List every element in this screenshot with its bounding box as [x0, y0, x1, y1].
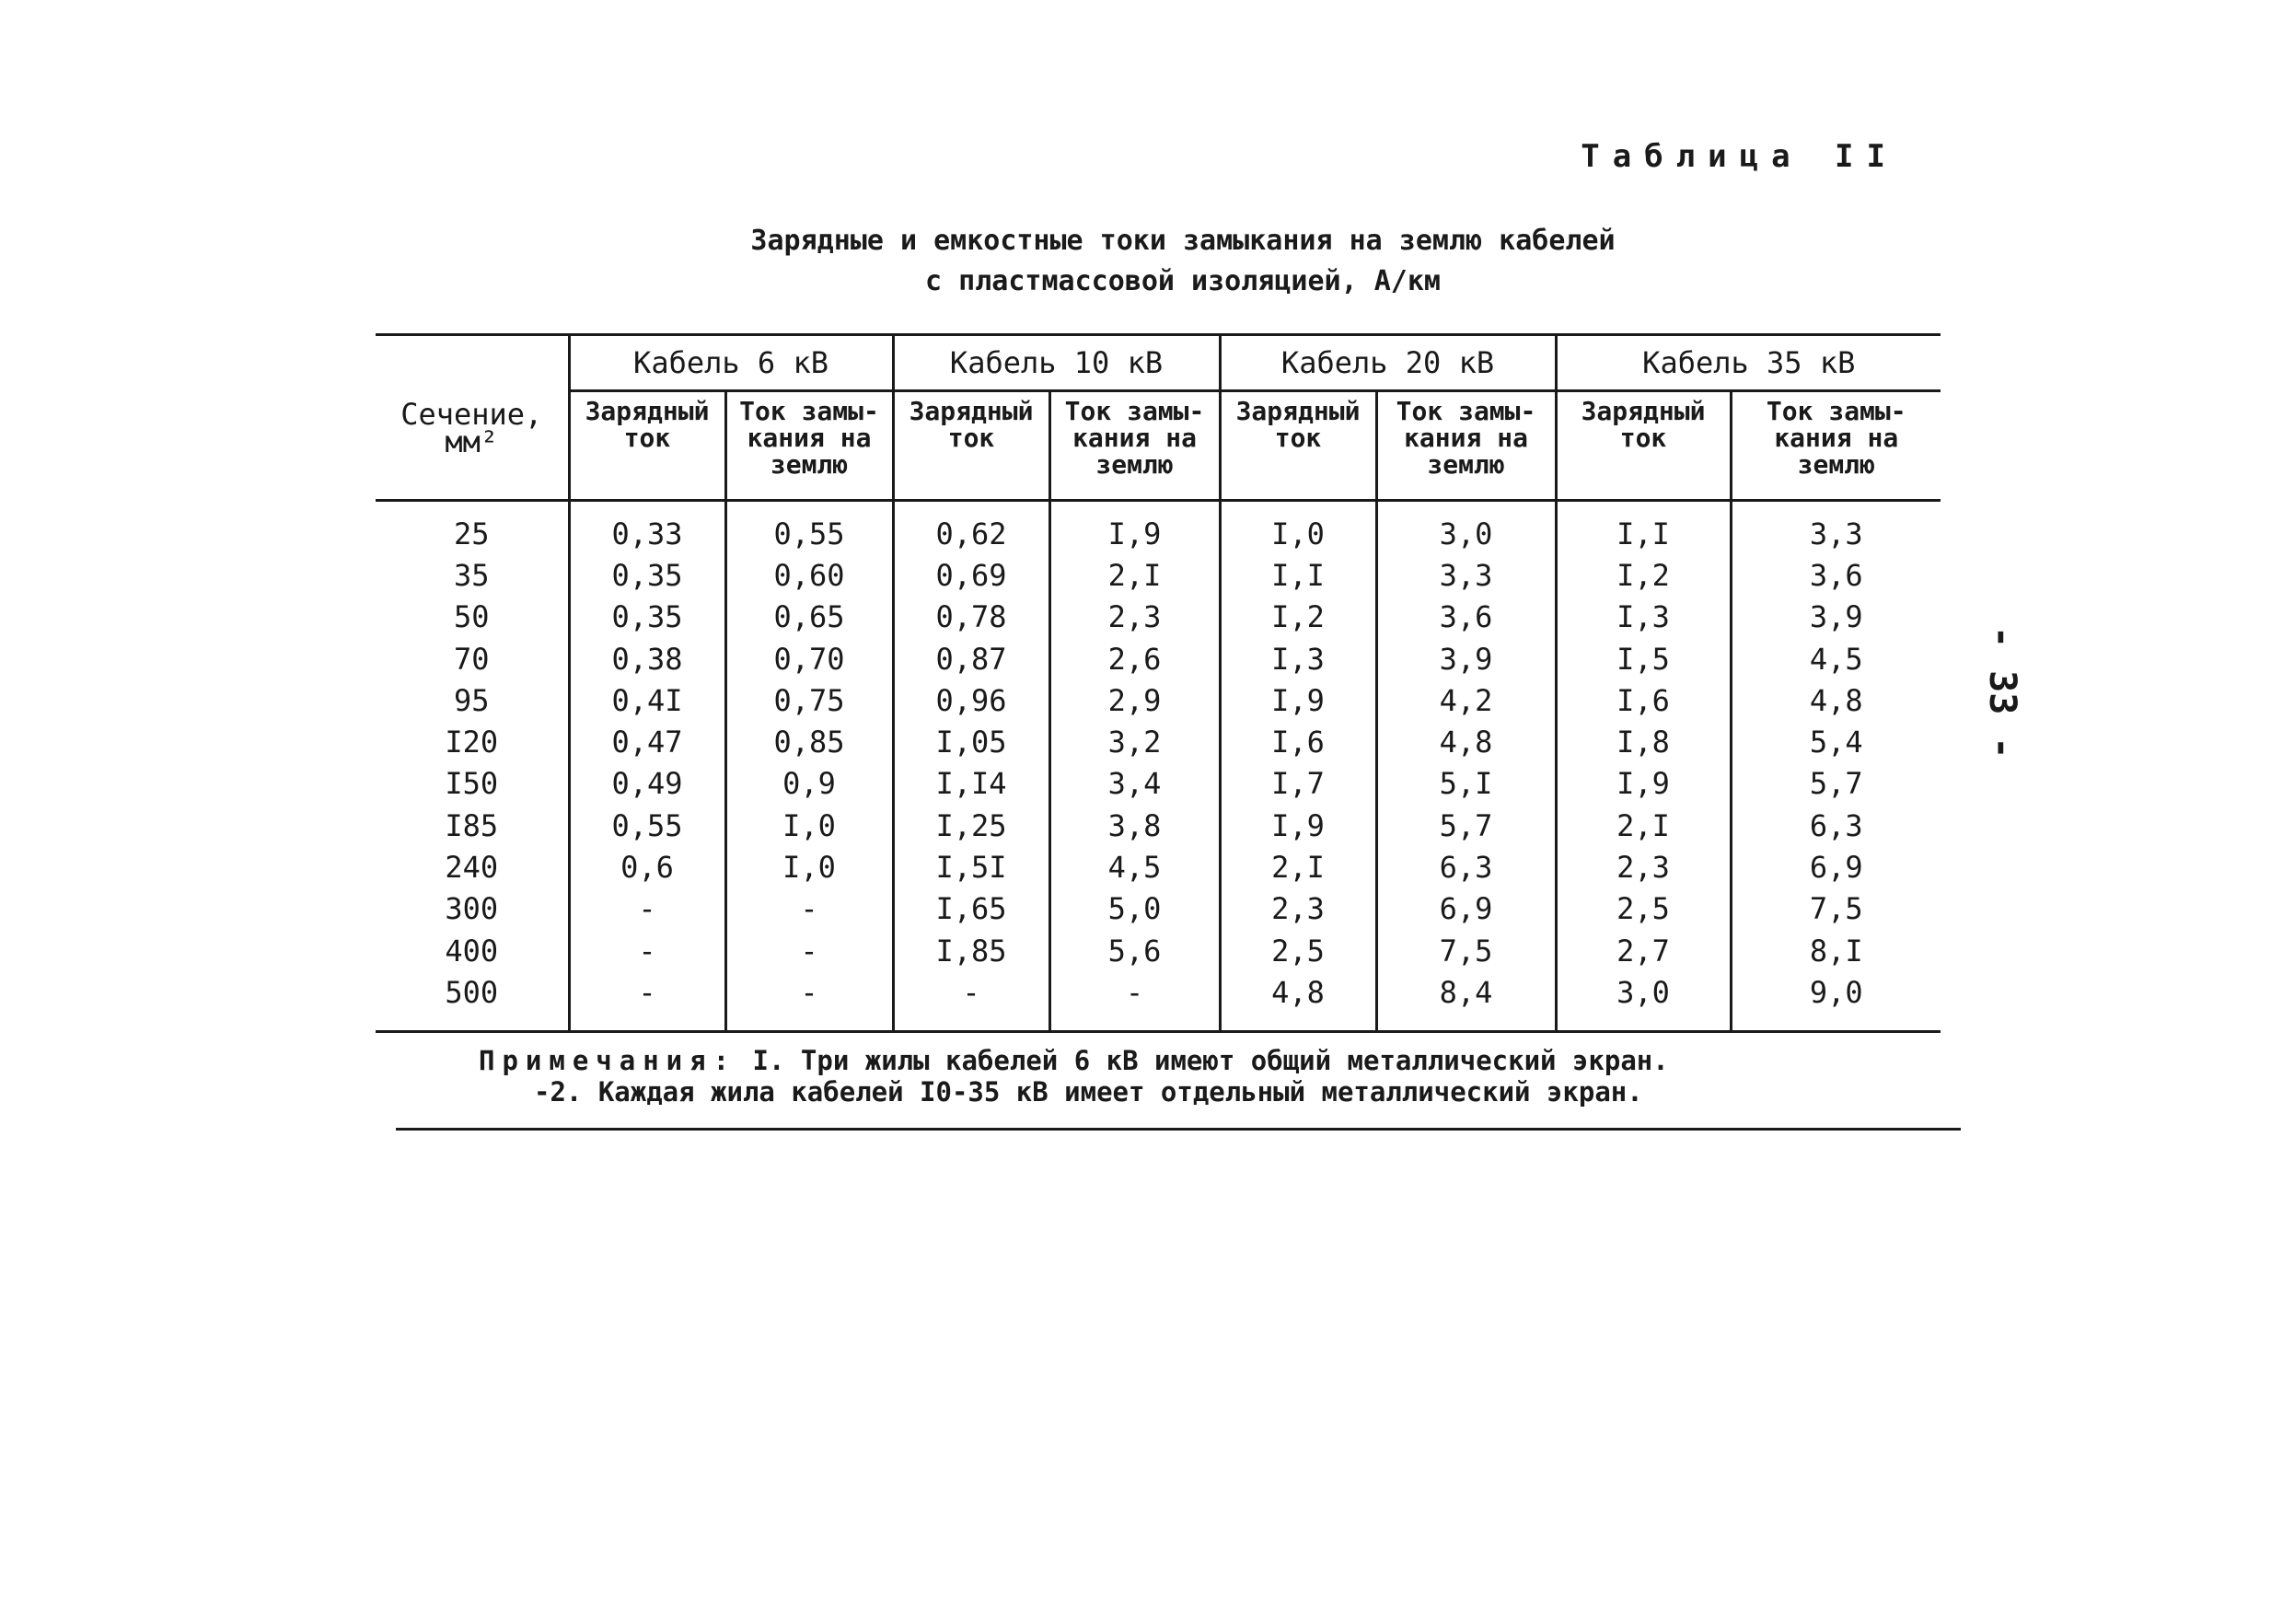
- value-cell: -: [569, 971, 725, 1031]
- value-cell: 3,9: [1731, 597, 1941, 638]
- header-text: Ток замы-: [739, 396, 879, 426]
- table-row: [376, 501, 1941, 555]
- fault-current-header: [1049, 391, 1220, 501]
- value-cell: 7,5: [1376, 930, 1556, 971]
- value-cell: 3,2: [1049, 721, 1220, 762]
- value-cell: I,9: [1220, 805, 1376, 846]
- value-cell: 5,0: [1049, 888, 1220, 930]
- charge-current-header: [1220, 391, 1376, 501]
- header-text: Зарядный: [1235, 396, 1361, 426]
- header-text: Ток замы-: [1064, 396, 1205, 426]
- section-cell: 95: [453, 682, 490, 718]
- value-cell: -: [725, 930, 893, 971]
- table-row: [376, 554, 1941, 596]
- value-cell: 3,6: [1731, 554, 1941, 596]
- section-cell: 50: [453, 599, 490, 635]
- header-text: Зарядный: [1581, 396, 1706, 426]
- header-text: землю: [1797, 449, 1875, 480]
- value-cell: I,65: [893, 888, 1049, 930]
- value-cell: 0,35: [569, 554, 725, 596]
- section-cell: I20: [445, 725, 499, 760]
- charge-current-header: [1556, 391, 1731, 501]
- value-cell: 3,0: [1376, 501, 1556, 555]
- header-text: кания на: [1774, 423, 1899, 453]
- value-cell: 2,5: [1556, 888, 1731, 930]
- header-text: ток: [623, 423, 671, 453]
- value-cell: 0,60: [725, 554, 893, 596]
- notes-lead: Примечания:: [479, 1045, 737, 1076]
- table-row: [376, 846, 1941, 887]
- fault-current-header: [1376, 391, 1556, 501]
- title-line-1: Зарядные и емкостные токи замыкания на землю кабелей: [750, 225, 1616, 257]
- value-cell: I,2: [1220, 597, 1376, 638]
- value-cell: I,0: [1220, 501, 1376, 555]
- value-cell: I,2: [1556, 554, 1731, 596]
- value-cell: I,5I: [893, 846, 1049, 887]
- header-text: Ток замы-: [1396, 396, 1536, 426]
- value-cell: 0,33: [569, 501, 725, 555]
- value-cell: I,3: [1220, 638, 1376, 679]
- header-text: ток: [947, 423, 995, 453]
- value-cell: 8,4: [1376, 971, 1556, 1031]
- header-text: кания на: [747, 423, 872, 453]
- value-cell: 4,5: [1731, 638, 1941, 679]
- value-cell: 0,47: [569, 721, 725, 762]
- note-line-1: [479, 1045, 1669, 1076]
- value-cell: 3,4: [1049, 763, 1220, 805]
- value-cell: 0,96: [893, 679, 1049, 721]
- value-cell: 4,5: [1049, 846, 1220, 887]
- page-number: - 33 -: [1981, 626, 2023, 760]
- value-cell: I,85: [893, 930, 1049, 971]
- fault-current-header: [1731, 391, 1941, 501]
- value-cell: -: [725, 888, 893, 930]
- value-cell: 0,55: [725, 501, 893, 555]
- value-cell: 0,78: [893, 597, 1049, 638]
- value-cell: 2,7: [1556, 930, 1731, 971]
- table-title: [0, 221, 2294, 302]
- value-cell: 2,I: [1049, 554, 1220, 596]
- value-cell: -: [1049, 971, 1220, 1031]
- table-row: [376, 805, 1941, 846]
- value-cell: 2,3: [1220, 888, 1376, 930]
- section-unit: мм²: [445, 423, 499, 459]
- value-cell: I,7: [1220, 763, 1376, 805]
- title-line-2: с пластмассовой изоляцией, А/км: [925, 265, 1441, 297]
- value-cell: 3,0: [1556, 971, 1731, 1031]
- charge-current-header: [569, 391, 725, 501]
- value-cell: 5,4: [1731, 721, 1941, 762]
- value-cell: I,05: [893, 721, 1049, 762]
- group-header-10kv: Кабель 10 кВ: [893, 335, 1220, 391]
- group-header-20kv: Кабель 20 кВ: [1220, 335, 1556, 391]
- header-text: кания на: [1072, 423, 1197, 453]
- value-cell: 4,2: [1376, 679, 1556, 721]
- bottom-rule: [396, 1128, 1961, 1131]
- section-cell: 400: [445, 933, 499, 969]
- table-row: [376, 763, 1941, 805]
- section-cell: 35: [453, 557, 490, 593]
- value-cell: 3,3: [1376, 554, 1556, 596]
- value-cell: I,0: [725, 846, 893, 887]
- section-cell: I85: [445, 807, 499, 843]
- value-cell: I,25: [893, 805, 1049, 846]
- value-cell: I,I: [1556, 501, 1731, 555]
- value-cell: 3,9: [1376, 638, 1556, 679]
- value-cell: I,I4: [893, 763, 1049, 805]
- note-1: I. Три жилы кабелей 6 кВ имеют общий металлический экран.: [752, 1045, 1669, 1076]
- section-cell: 25: [453, 516, 490, 551]
- table-label: Таблица II: [1581, 138, 1898, 175]
- group-header-35kv: Кабель 35 кВ: [1556, 335, 1941, 391]
- notes: [479, 1045, 1669, 1108]
- value-cell: 0,70: [725, 638, 893, 679]
- table-row: [376, 930, 1941, 971]
- value-cell: 6,9: [1376, 888, 1556, 930]
- section-cell: 70: [453, 641, 490, 677]
- value-cell: 0,4I: [569, 679, 725, 721]
- group-header-6kv: Кабель 6 кВ: [569, 335, 893, 391]
- value-cell: -: [569, 888, 725, 930]
- value-cell: 0,87: [893, 638, 1049, 679]
- value-cell: 0,35: [569, 597, 725, 638]
- value-cell: 8,I: [1731, 930, 1941, 971]
- section-header: [376, 335, 569, 501]
- table-row: [376, 721, 1941, 762]
- value-cell: 4,8: [1731, 679, 1941, 721]
- value-cell: 2,5: [1220, 930, 1376, 971]
- table-row: [376, 597, 1941, 638]
- value-cell: -: [725, 971, 893, 1031]
- header-text: Ток замы-: [1766, 396, 1906, 426]
- table-row: [376, 888, 1941, 930]
- section-cell: 240: [445, 850, 499, 886]
- value-cell: 0,49: [569, 763, 725, 805]
- value-cell: I,8: [1556, 721, 1731, 762]
- value-cell: 7,5: [1731, 888, 1941, 930]
- value-cell: 0,75: [725, 679, 893, 721]
- value-cell: 3,8: [1049, 805, 1220, 846]
- value-cell: I,6: [1220, 721, 1376, 762]
- value-cell: 9,0: [1731, 971, 1941, 1031]
- header-text: ток: [1619, 423, 1667, 453]
- section-label: Сечение,: [400, 396, 543, 432]
- charge-current-header: [893, 391, 1049, 501]
- table-body: [376, 501, 1941, 1032]
- value-cell: 4,8: [1376, 721, 1556, 762]
- header-text: землю: [1095, 449, 1174, 480]
- value-cell: 0,38: [569, 638, 725, 679]
- value-cell: 5,7: [1731, 763, 1941, 805]
- value-cell: I,3: [1556, 597, 1731, 638]
- note-line-2: -2. Каждая жила кабелей I0-35 кВ имеет отдельный металлический экран.: [534, 1076, 1643, 1108]
- value-cell: 0,69: [893, 554, 1049, 596]
- value-cell: 3,6: [1376, 597, 1556, 638]
- value-cell: I,5: [1556, 638, 1731, 679]
- value-cell: 4,8: [1220, 971, 1376, 1031]
- value-cell: 2,I: [1220, 846, 1376, 887]
- value-cell: 0,85: [725, 721, 893, 762]
- header-text: ток: [1274, 423, 1322, 453]
- value-cell: 2,3: [1049, 597, 1220, 638]
- value-cell: I,0: [725, 805, 893, 846]
- section-cell: I50: [445, 766, 499, 802]
- value-cell: 5,6: [1049, 930, 1220, 971]
- data-table: [376, 333, 1941, 1033]
- value-cell: 2,I: [1556, 805, 1731, 846]
- value-cell: 0,62: [893, 501, 1049, 555]
- table-row: [376, 638, 1941, 679]
- value-cell: I,I: [1220, 554, 1376, 596]
- value-cell: 6,9: [1731, 846, 1941, 887]
- header-text: землю: [1427, 449, 1505, 480]
- value-cell: I,9: [1556, 763, 1731, 805]
- value-cell: -: [893, 971, 1049, 1031]
- value-cell: 5,I: [1376, 763, 1556, 805]
- value-cell: 3,3: [1731, 501, 1941, 555]
- header-text: кания на: [1404, 423, 1528, 453]
- value-cell: 5,7: [1376, 805, 1556, 846]
- value-cell: 2,3: [1556, 846, 1731, 887]
- value-cell: 6,3: [1731, 805, 1941, 846]
- value-cell: 0,9: [725, 763, 893, 805]
- header-text: Зарядный: [909, 396, 1034, 426]
- value-cell: 0,65: [725, 597, 893, 638]
- value-cell: I,9: [1220, 679, 1376, 721]
- value-cell: 0,55: [569, 805, 725, 846]
- value-cell: -: [569, 930, 725, 971]
- table-row: [376, 679, 1941, 721]
- value-cell: 2,9: [1049, 679, 1220, 721]
- value-cell: I,6: [1556, 679, 1731, 721]
- value-cell: I,9: [1049, 501, 1220, 555]
- table-row: [376, 971, 1941, 1031]
- header-text: Зарядный: [585, 396, 710, 426]
- section-cell: 500: [376, 971, 569, 1031]
- value-cell: 0,6: [569, 846, 725, 887]
- value-cell: 2,6: [1049, 638, 1220, 679]
- fault-current-header: [725, 391, 893, 501]
- section-cell: 300: [445, 891, 499, 927]
- header-text: землю: [770, 449, 849, 480]
- value-cell: 6,3: [1376, 846, 1556, 887]
